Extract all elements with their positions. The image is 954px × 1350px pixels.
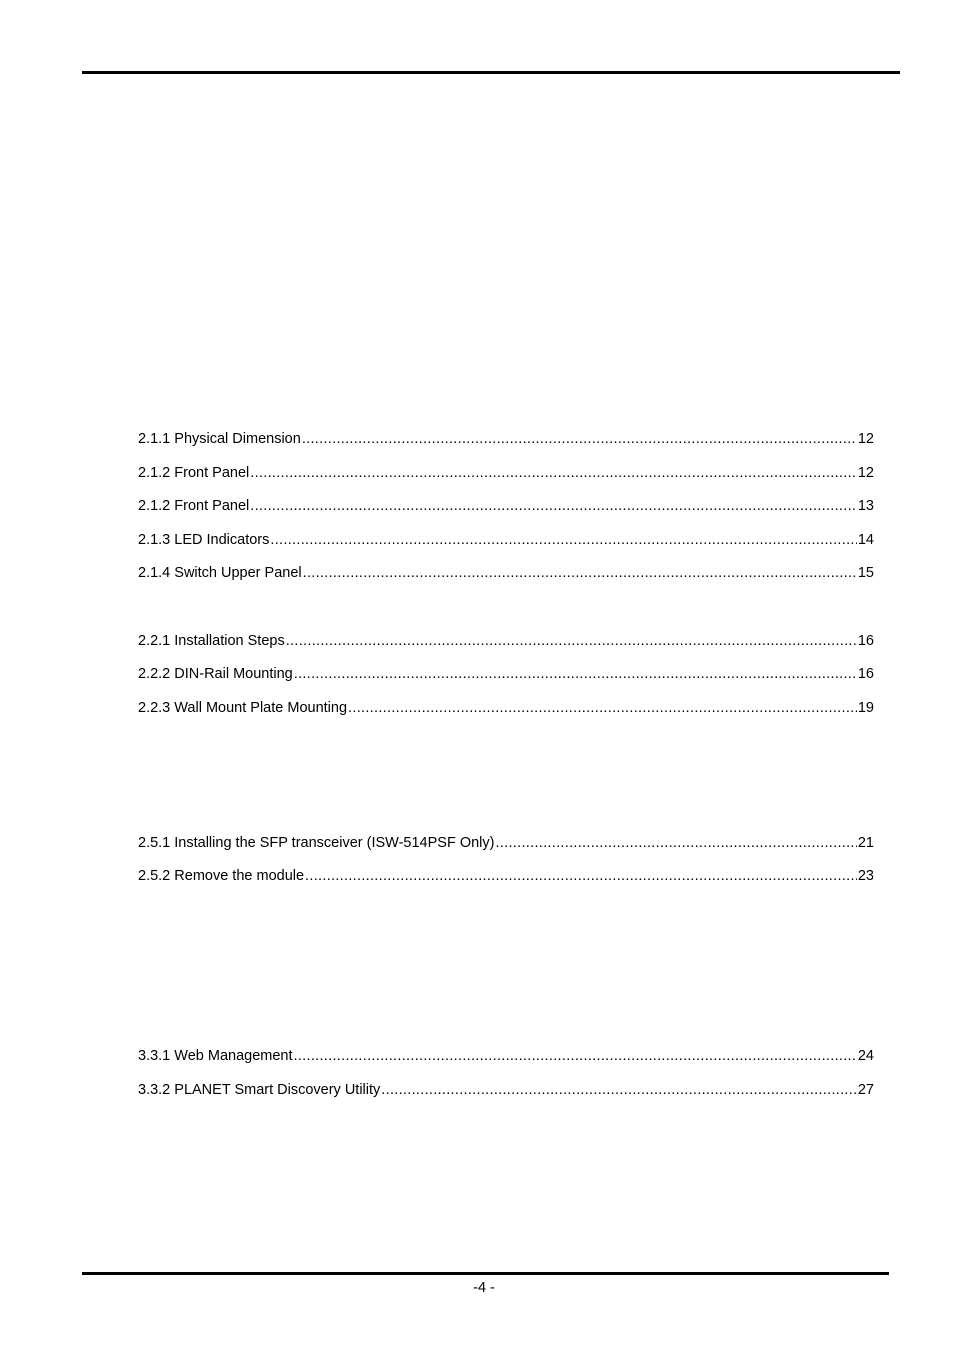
toc-entry-page: 23 [857,868,874,884]
toc-entry-title: 2.1.2 Front Panel [138,498,250,514]
toc-entry[interactable] [138,530,874,550]
toc-entry-page: 19 [857,700,874,716]
toc-dot-leader [348,698,857,718]
toc-dot-leader [495,833,856,853]
toc-entry[interactable] [138,664,874,684]
toc-entry-title: 3.3.1 Web Management [138,1048,293,1064]
toc-entry[interactable] [138,1080,874,1100]
toc-entry-title: 2.1.2 Front Panel [138,465,250,481]
toc-entry-page: 16 [857,633,874,649]
toc-entry[interactable] [138,496,874,516]
toc-entry-title: 2.2.2 DIN-Rail Mounting [138,666,293,682]
toc-entry-title: 2.5.2 Remove the module [138,868,305,884]
toc-entry-title: 2.1.4 Switch Upper Panel [138,565,302,581]
toc-entry[interactable] [138,1046,874,1066]
toc-entry-page: 27 [857,1082,874,1098]
toc-entry-title: 2.1.3 LED Indicators [138,532,270,548]
toc-entry-page: 21 [857,835,874,851]
toc-entry-page: 12 [857,431,874,447]
toc-entry[interactable] [138,698,874,718]
toc-entry-title: 2.2.1 Installation Steps [138,633,285,649]
toc-entry-page: 16 [857,666,874,682]
toc-entry[interactable] [138,429,874,449]
toc-entry-page: 15 [857,565,874,581]
toc-dot-leader [294,664,857,684]
page-number: -4 - [473,1280,495,1296]
toc-dot-leader [294,1046,857,1066]
toc-dot-leader [286,631,857,651]
toc-entry-title: 2.5.1 Installing the SFP transceiver (ISW-514PSF Only) [138,835,495,851]
toc-entry[interactable] [138,463,874,483]
toc-entry-page: 13 [857,498,874,514]
toc-dot-leader [305,866,857,886]
toc-dot-leader [303,563,857,583]
toc-entry-page: 14 [857,532,874,548]
toc-entry-title: 3.3.2 PLANET Smart Discovery Utility [138,1082,381,1098]
toc-entry-page: 24 [857,1048,874,1064]
toc-dot-leader [270,530,856,550]
toc-entry-title: 2.2.3 Wall Mount Plate Mounting [138,700,348,716]
toc-entry-page: 12 [857,465,874,481]
toc-dot-leader [250,496,857,516]
toc-dot-leader [250,463,857,483]
footer-rule [82,1272,889,1275]
toc-entry[interactable] [138,866,874,886]
toc-entry[interactable] [138,833,874,853]
toc-dot-leader [302,429,857,449]
toc-entry[interactable] [138,631,874,651]
toc-dot-leader [381,1080,857,1100]
toc-entry-title: 2.1.1 Physical Dimension [138,431,301,447]
toc-entry[interactable] [138,563,874,583]
header-rule [82,71,900,74]
